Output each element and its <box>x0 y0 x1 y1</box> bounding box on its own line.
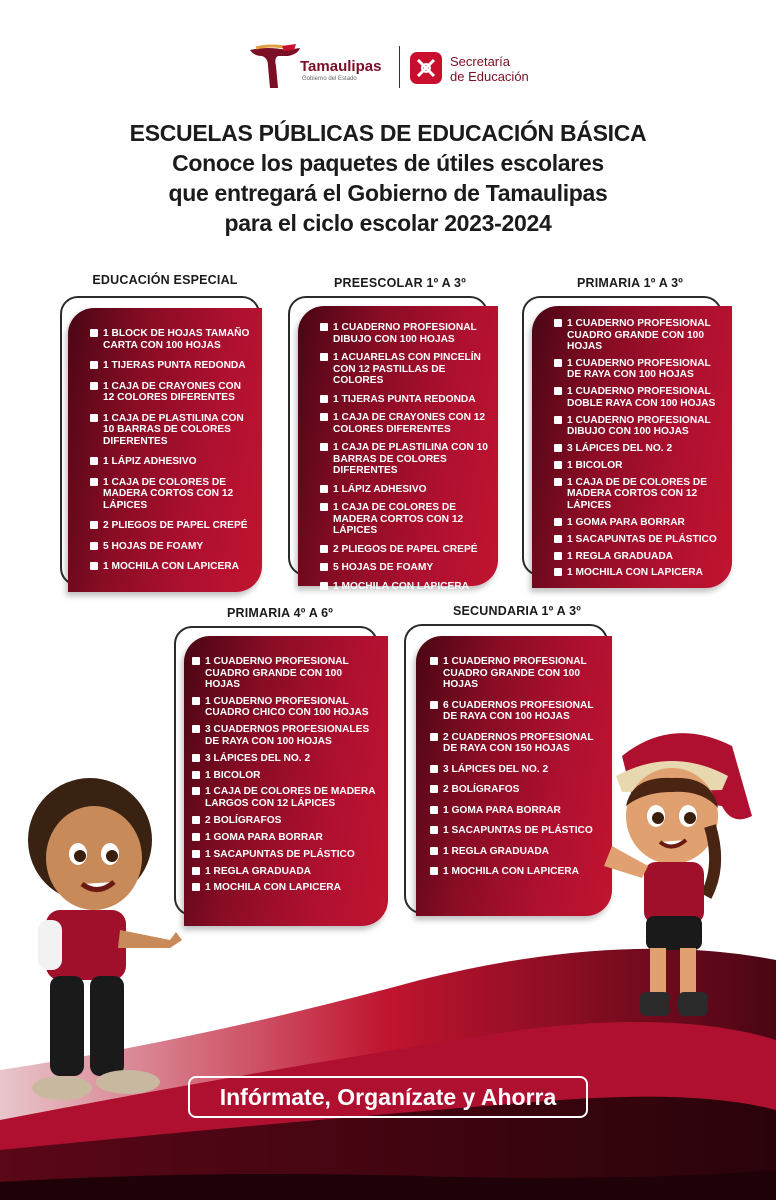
card-primaria-4-6 <box>184 636 388 926</box>
list-item: 2 BOLÍGRAFOS <box>430 784 602 796</box>
card-secundaria <box>416 636 612 916</box>
list-item: 1 GOMA PARA BORRAR <box>192 832 378 844</box>
header-logos <box>0 42 776 94</box>
gov-subtitle: Gobierno del Estado <box>302 76 357 82</box>
list-item: 1 REGLA GRADUADA <box>430 846 602 858</box>
section-title-secundaria: SECUNDARIA 1º A 3º <box>452 604 582 618</box>
list-item: 1 TIJERAS PUNTA REDONDA <box>320 394 488 406</box>
list-item: 1 BLOCK DE HOJAS TAMAÑO CARTA CON 100 HOJAS <box>90 328 252 351</box>
section-title-primaria-1-3: PRIMARIA 1º A 3º <box>576 276 684 290</box>
title-line2: Conoce los paquetes de útiles escolares <box>172 150 604 176</box>
list-item: 1 MOCHILA CON LAPICERA <box>320 581 488 593</box>
list-item: 6 CUADERNOS PROFESIONAL DE RAYA CON 100 HOJAS <box>430 700 602 723</box>
list-item: 1 CAJA DE CRAYONES CON 12 COLORES DIFERENTES <box>320 412 488 435</box>
list-item: 1 CUADERNO PROFESIONAL DE RAYA CON 100 HOJAS <box>554 358 722 381</box>
list-item: 5 HOJAS DE FOAMY <box>90 541 252 553</box>
list-item: 1 CUADERNO PROFESIONAL CUADRO CHICO CON 100 HOJAS <box>192 696 378 719</box>
list-item: 3 LÁPICES DEL NO. 2 <box>430 764 602 776</box>
list-item: 1 TIJERAS PUNTA REDONDA <box>90 360 252 372</box>
list-item: 3 LÁPICES DEL NO. 2 <box>192 753 378 765</box>
list-item: 1 MOCHILA CON LAPICERA <box>430 866 602 878</box>
section-title-preescolar: PREESCOLAR 1º A 3º <box>334 276 466 290</box>
list-item: 3 CUADERNOS PROFESIONALES DE RAYA CON 100 HOJAS <box>192 724 378 747</box>
section-title-especial: EDUCACIÓN ESPECIAL <box>92 273 238 287</box>
girl-character-illustration <box>592 716 762 1036</box>
list-item: 5 HOJAS DE FOAMY <box>320 562 488 574</box>
gov-name: Tamaulipas <box>300 58 382 75</box>
list-item: 1 CAJA DE CRAYONES CON 12 COLORES DIFERENTES <box>90 381 252 404</box>
list-item: 1 SACAPUNTAS DE PLÁSTICO <box>192 849 378 861</box>
card-primaria-1-3 <box>532 306 732 588</box>
card-especial <box>68 308 262 592</box>
title-line4: para el ciclo escolar 2023-2024 <box>224 210 552 236</box>
list-item: 1 MOCHILA CON LAPICERA <box>192 882 378 894</box>
secretaria-line2: de Educación <box>450 69 529 84</box>
list-item: 1 CUADERNO PROFESIONAL DIBUJO CON 100 HOJAS <box>554 415 722 438</box>
page-title <box>0 118 776 238</box>
tamaulipas-logo-icon <box>248 44 304 90</box>
list-item: 1 MOCHILA CON LAPICERA <box>90 561 252 573</box>
list-item: 1 CUADERNO PROFESIONAL CUADRO GRANDE CON 100 HOJAS <box>430 656 602 691</box>
list-item: 1 CUADERNO PROFESIONAL CUADRO GRANDE CON 100 HOJAS <box>554 318 722 353</box>
list-item: 3 LÁPICES DEL NO. 2 <box>554 443 722 455</box>
list-item: 1 CUADERNO PROFESIONAL DOBLE RAYA CON 100 HOJAS <box>554 386 722 409</box>
list-item: 2 PLIEGOS DE PAPEL CREPÉ <box>90 520 252 532</box>
list-item: 1 LÁPIZ ADHESIVO <box>90 456 252 468</box>
list-item: 1 BICOLOR <box>192 770 378 782</box>
list-item: 1 REGLA GRADUADA <box>554 551 722 563</box>
list-item: 1 GOMA PARA BORRAR <box>430 805 602 817</box>
list-item: 1 CAJA DE PLASTILINA CON 10 BARRAS DE COLORES DIFERENTES <box>320 442 488 477</box>
secretaria-logo-icon <box>410 52 442 84</box>
card-preescolar <box>298 306 498 592</box>
list-item: 1 CAJA DE COLORES DE MADERA CORTOS CON 12 LÁPICES <box>90 477 252 512</box>
list-item: 1 CAJA DE PLASTILINA CON 10 BARRAS DE COLORES DIFERENTES <box>90 413 252 448</box>
list-item: 1 ACUARELAS CON PINCELÍN CON 12 PASTILLAS DE COLORES <box>320 352 488 387</box>
list-item: 1 CUADERNO PROFESIONAL CUADRO GRANDE CON 100 HOJAS <box>192 656 378 691</box>
list-item: 1 SACAPUNTAS DE PLÁSTICO <box>430 825 602 837</box>
list-item: 2 BOLÍGRAFOS <box>192 815 378 827</box>
logo-divider <box>399 46 400 88</box>
secretaria-line1: Secretaría <box>450 54 510 69</box>
list-item: 1 MOCHILA CON LAPICERA <box>554 567 722 579</box>
list-item: 1 REGLA GRADUADA <box>192 866 378 878</box>
secretaria-name <box>450 54 529 84</box>
boy-character-illustration <box>10 770 190 1110</box>
list-item: 1 CUADERNO PROFESIONAL DIBUJO CON 100 HOJAS <box>320 322 488 345</box>
slogan-banner: Infórmate, Organízate y Ahorra <box>188 1076 588 1118</box>
list-item: 1 CAJA DE COLORES DE MADERA CORTOS CON 12 LÁPICES <box>320 502 488 537</box>
list-item: 1 BICOLOR <box>554 460 722 472</box>
title-line3: que entregará el Gobierno de Tamaulipas <box>168 180 608 206</box>
list-item: 2 CUADERNOS PROFESIONAL DE RAYA CON 150 HOJAS <box>430 732 602 755</box>
section-title-primaria-4-6: PRIMARIA 4º A 6º <box>226 606 334 620</box>
list-item: 1 LÁPIZ ADHESIVO <box>320 484 488 496</box>
list-item: 1 CAJA DE DE COLORES DE MADERA CORTOS CON 12 LÁPICES <box>554 477 722 512</box>
list-item: 2 PLIEGOS DE PAPEL CREPÉ <box>320 544 488 556</box>
list-item: 1 SACAPUNTAS DE PLÁSTICO <box>554 534 722 546</box>
list-item: 1 GOMA PARA BORRAR <box>554 517 722 529</box>
title-line1: ESCUELAS PÚBLICAS DE EDUCACIÓN BÁSICA <box>129 120 647 146</box>
list-item: 1 CAJA DE COLORES DE MADERA LARGOS CON 12 LÁPICES <box>192 786 378 809</box>
